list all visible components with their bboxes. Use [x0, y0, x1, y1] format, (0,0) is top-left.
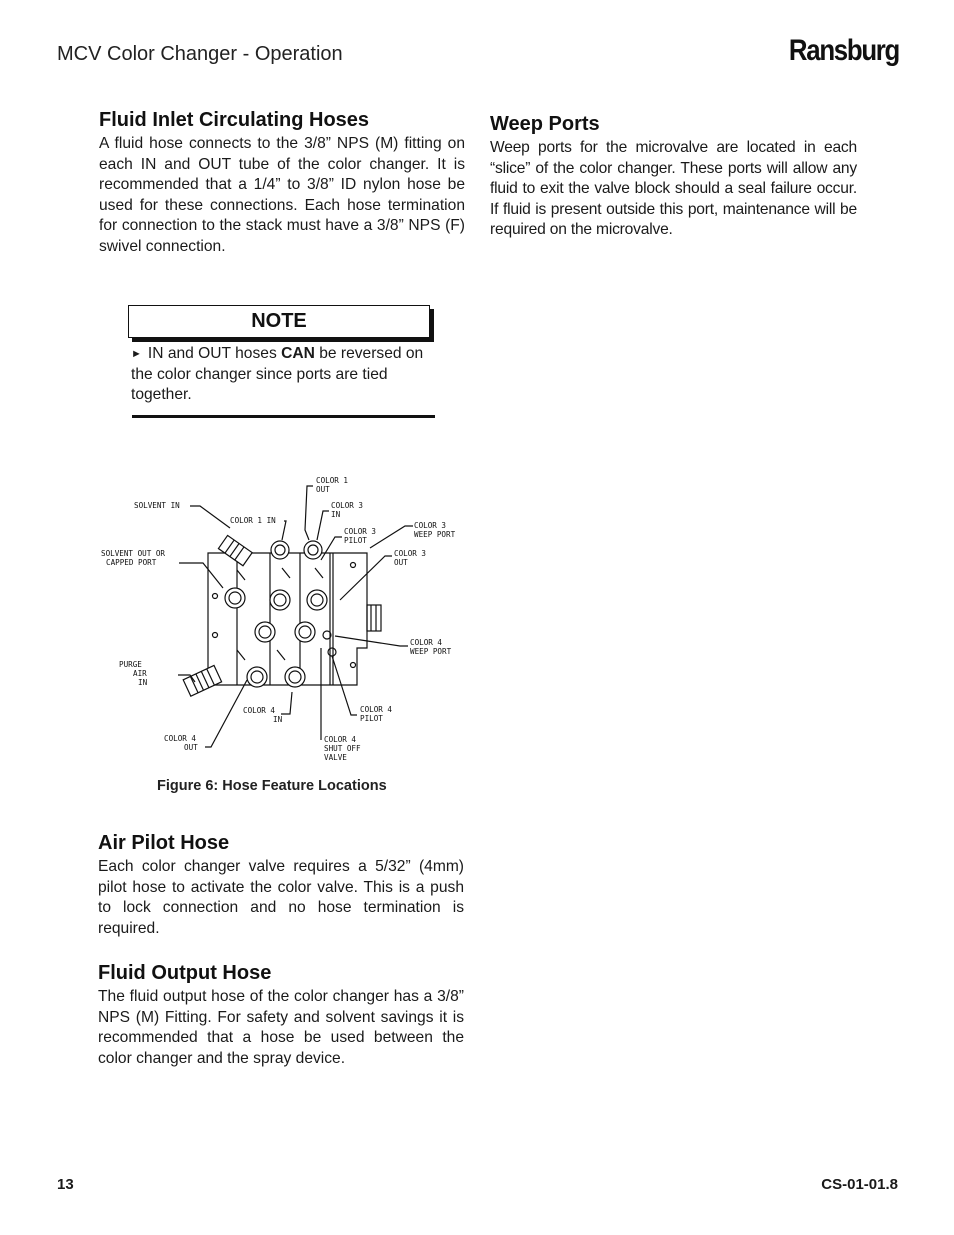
- section-body: Each color changer valve requires a 5/32” (4mm) pilot hose to activate the color valve. This is a push to lock connection and no hose termination is required.: [98, 858, 464, 937]
- label-color4-in-1: COLOR 4: [243, 706, 276, 715]
- label-color4-out-1: COLOR 4: [164, 734, 197, 743]
- label-purge-2: AIR: [133, 669, 147, 678]
- section-weep-ports: [490, 113, 857, 241]
- note-text-after: be reversed on the color changer since ports are tied together.: [131, 345, 424, 404]
- label-color4-shutoff-1: COLOR 4: [324, 735, 357, 744]
- label-color4-pilot-2: PILOT: [360, 714, 383, 723]
- label-color3-weep-2: WEEP PORT: [414, 530, 456, 539]
- label-color3-out-2: OUT: [394, 558, 408, 567]
- label-color3-pilot-1: COLOR 3: [344, 527, 377, 536]
- section-air-pilot: [98, 832, 464, 939]
- label-color1-out-2: OUT: [316, 485, 330, 494]
- label-color4-weep-2: WEEP PORT: [410, 647, 452, 656]
- label-color4-out-2: OUT: [184, 743, 198, 752]
- bullet-arrow-icon: ►: [131, 348, 142, 360]
- note-text: [131, 344, 436, 406]
- page-header-title: MCV Color Changer - Operation: [57, 43, 343, 65]
- note-text-bold: CAN: [281, 345, 315, 362]
- note-title: NOTE: [251, 310, 307, 332]
- label-color3-in-2: IN: [331, 510, 341, 519]
- section-fluid-inlet: [99, 109, 465, 258]
- section-heading: Air Pilot Hose: [98, 832, 230, 854]
- hose-feature-diagram: [95, 470, 475, 770]
- label-color3-pilot-2: PILOT: [344, 536, 367, 545]
- section-heading: Fluid Inlet Circulating Hoses: [99, 109, 370, 131]
- label-solvent-out-2: CAPPED PORT: [106, 558, 157, 567]
- note-box: [128, 305, 430, 338]
- label-color4-in-2: IN: [273, 715, 283, 724]
- document-code: CS-01-01.8: [821, 1176, 898, 1193]
- section-fluid-output: [98, 962, 464, 1069]
- section-body: Weep ports for the microvalve are located in each “slice” of the color changer. These ports will allow any fluid to exit the valve block should a seal failure occur. If fluid is present outside this port, maintenance will be required on the microvalve.: [490, 139, 857, 239]
- section-body: The fluid output hose of the color changer has a 3/8” NPS (M) Fitting. For safety and solvent savings it is recommended that a hose be used between the color changer and the spray device.: [98, 988, 464, 1067]
- label-color4-shutoff-3: VALVE: [324, 753, 347, 762]
- label-solvent-out-1: SOLVENT OUT OR: [101, 549, 166, 558]
- label-purge-3: IN: [138, 678, 148, 687]
- note-text-before: IN and OUT hoses: [147, 345, 282, 362]
- section-heading: Weep Ports: [490, 113, 600, 135]
- note-divider: [132, 415, 435, 418]
- label-color4-shutoff-2: SHUT OFF: [324, 744, 361, 753]
- label-purge-1: PURGE: [119, 660, 142, 669]
- label-color3-in-1: COLOR 3: [331, 501, 364, 510]
- brand-logo: Ransburg: [788, 34, 899, 67]
- label-color3-out-1: COLOR 3: [394, 549, 427, 558]
- page-number: 13: [57, 1176, 74, 1193]
- label-color3-weep-1: COLOR 3: [414, 521, 447, 530]
- label-color1-in: COLOR 1 IN: [230, 516, 276, 525]
- label-color1-out-1: COLOR 1: [316, 476, 349, 485]
- section-body: A fluid hose connects to the 3/8” NPS (M) fitting on each IN and OUT tube of the color changer. It is recommended that a 1/4” to 3/8” ID nylon hose be used for these connections. Each hose termination for connection to the stack must have a 3/8” NPS (F) swivel connection.: [99, 135, 465, 255]
- section-heading: Fluid Output Hose: [98, 962, 272, 984]
- label-color4-weep-1: COLOR 4: [410, 638, 443, 647]
- label-solvent-in: SOLVENT IN: [134, 501, 180, 510]
- figure-caption: Figure 6: Hose Feature Locations: [157, 778, 387, 794]
- label-color4-pilot-1: COLOR 4: [360, 705, 393, 714]
